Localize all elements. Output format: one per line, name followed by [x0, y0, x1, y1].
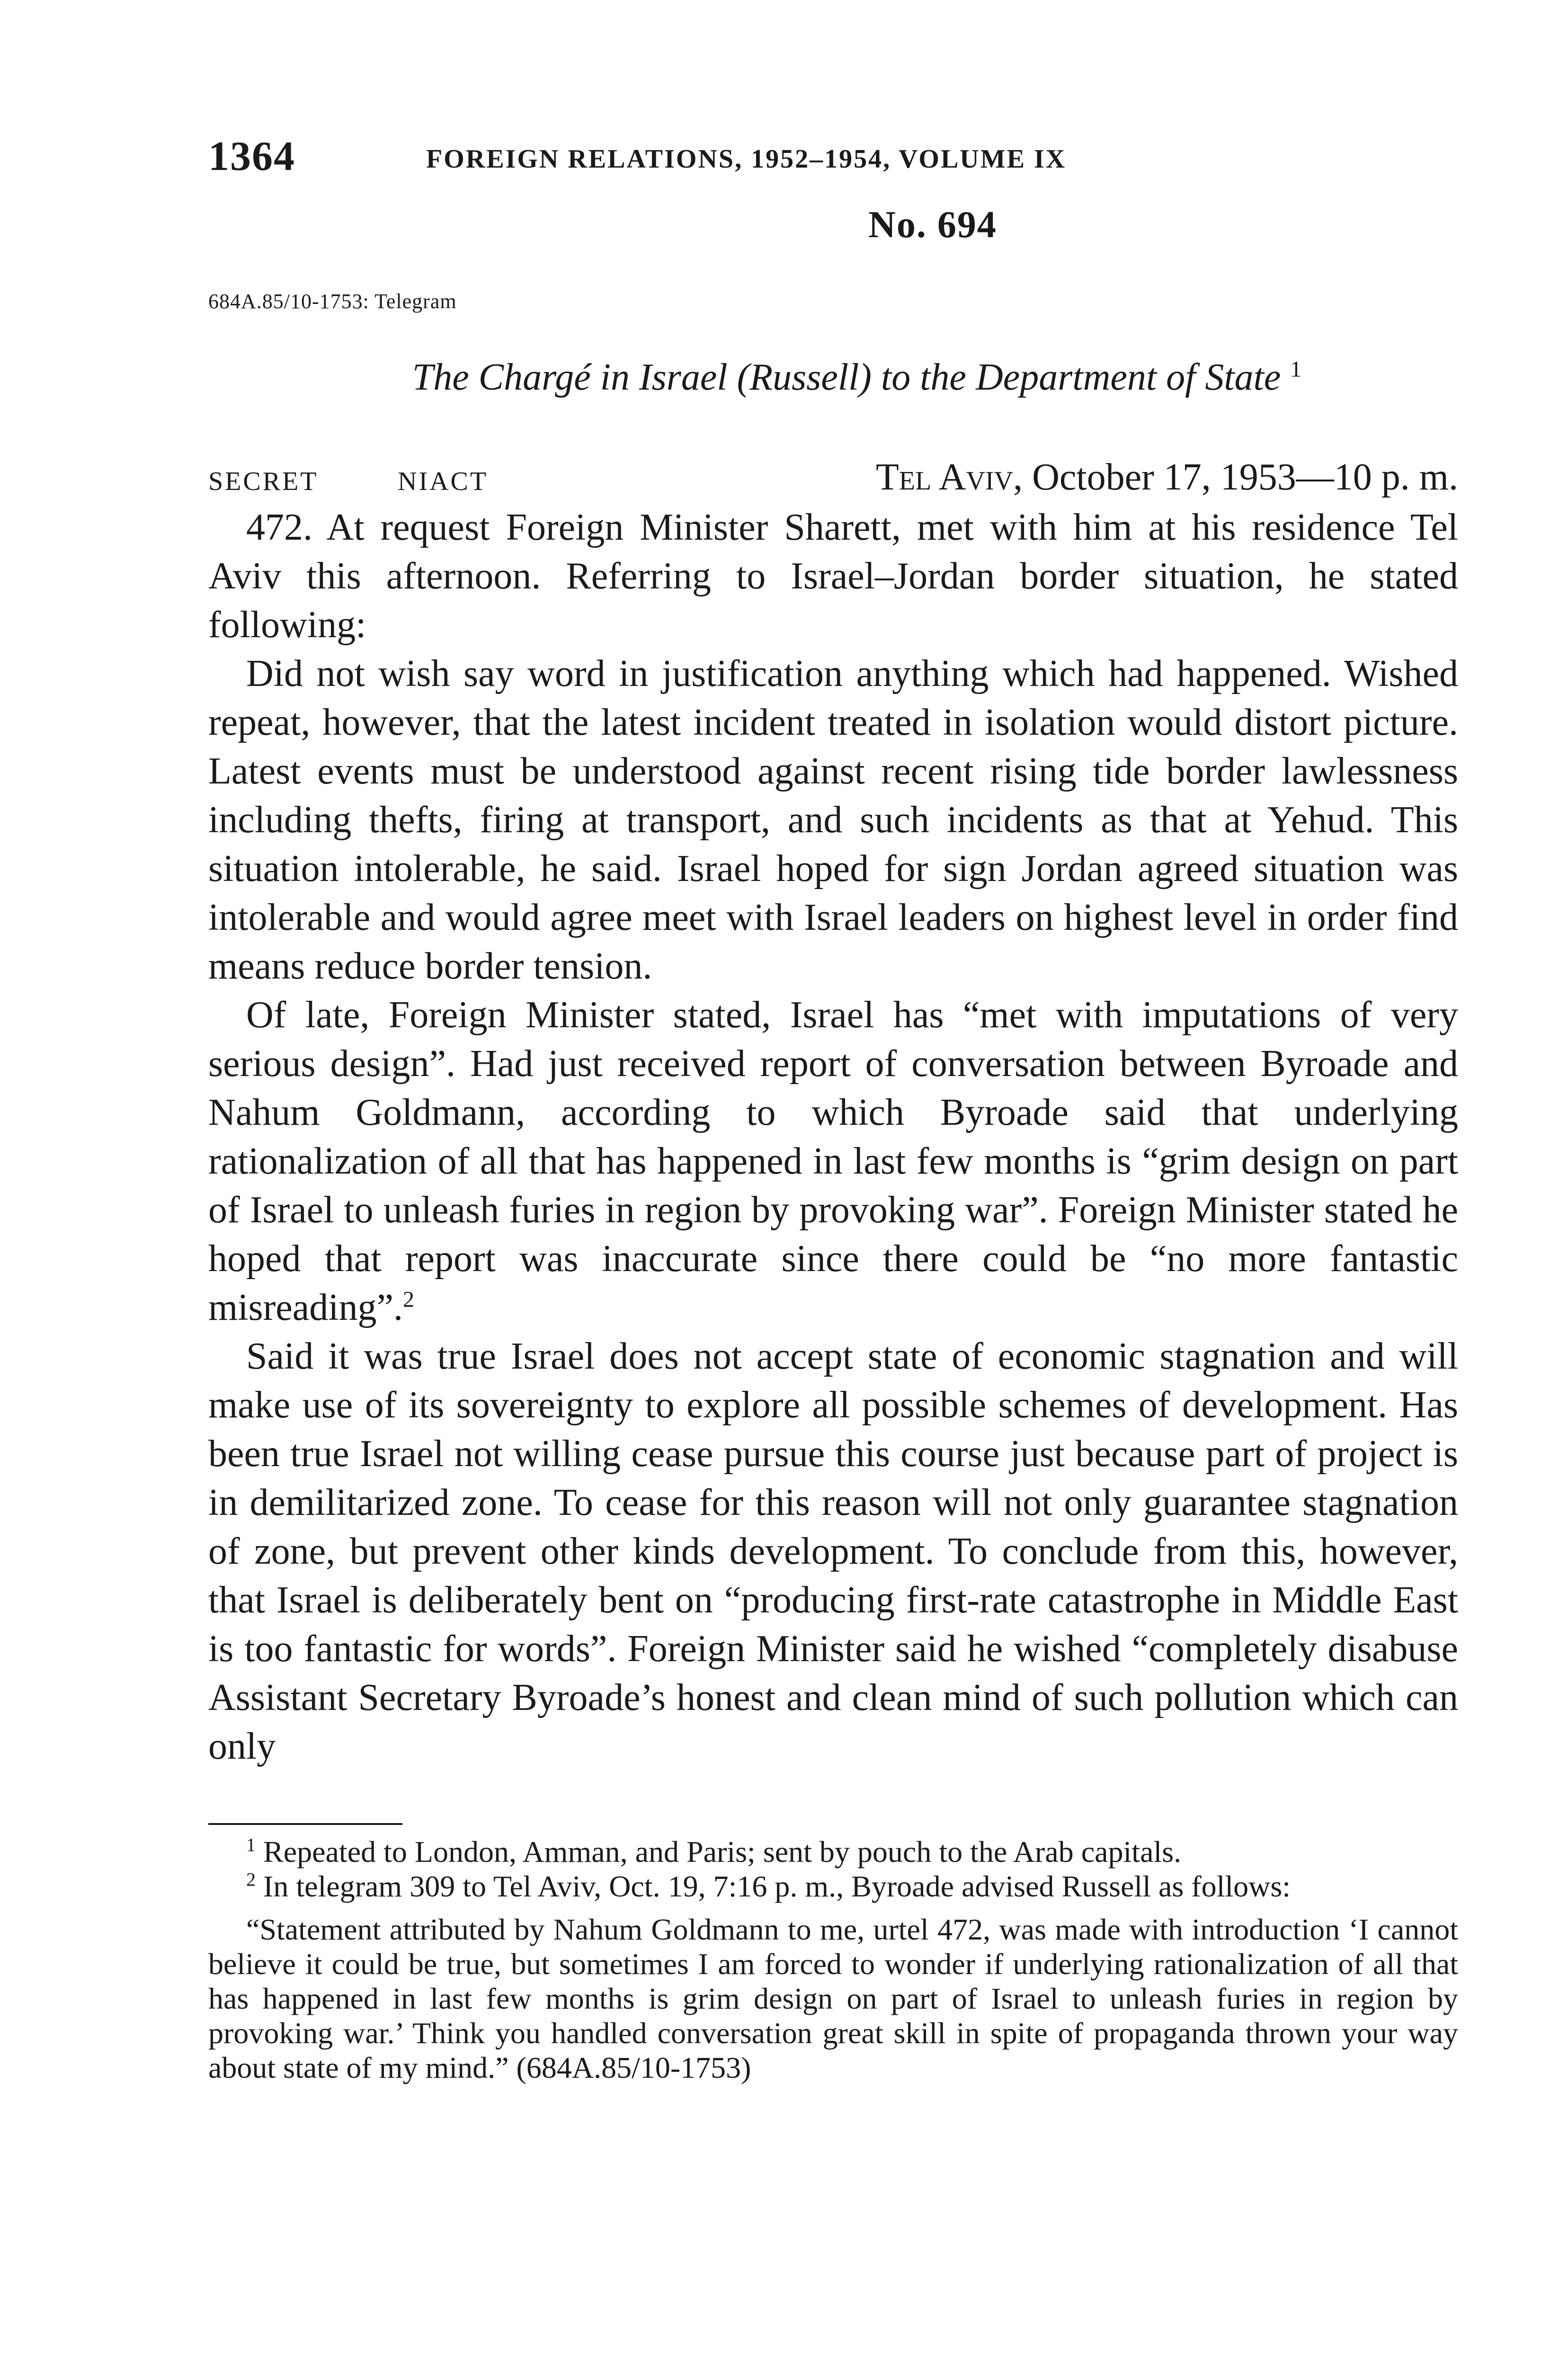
footnote-2-quote: “Statement attributed by Nahum Goldmann to me, urtel 472, was made with introduction ‘I cannot believe it could be true, but sometimes I am forced to wonder if underlying rationalization of all that has happened in last few months is grim design on part of Israel to unleash furies in region by provoking war.’ Think you handled conversation great skill in spite of propaganda thrown your way about state of my mind.” (684A.85/10-1753) — [208, 1913, 1458, 2084]
file-reference: 684A.85/10-1753: Telegram — [208, 290, 457, 313]
footnote-ref-2: 2 — [402, 1287, 414, 1312]
footnote-2 — [208, 1869, 1458, 1904]
body-text — [208, 503, 1458, 1771]
classification: SECRET — [208, 467, 319, 496]
footnotes — [208, 1834, 1458, 2085]
page — [208, 133, 1458, 2085]
footnote-2-text: In telegram 309 to Tel Aviv, Oct. 19, 7:16 p. m., Byroade advised Russell as follows: — [263, 1869, 1291, 1903]
paragraph-1: 472. At request Foreign Minister Sharett, met with him at his residence Tel Aviv this afternoon. Referring to Israel–Jordan border situation, he stated following: — [208, 507, 1458, 646]
document-number: No. 694 — [868, 204, 997, 246]
footnote-ref-1: 1 — [1290, 356, 1302, 382]
dateline — [876, 456, 1458, 499]
footnote-1-mark: 1 — [246, 1834, 256, 1856]
footnote-rule — [208, 1823, 402, 1825]
footnote-1-text: Repeated to London, Amman, and Paris; sent by pouch to the Arab capitals. — [263, 1835, 1182, 1869]
paragraph-3 — [208, 991, 1458, 1332]
document-title — [208, 356, 1458, 399]
paragraph-2: Did not wish say word in justification anything which had happened. Wished repeat, however, that the latest incident treated in isolation would distort picture. Latest events must be understood against recent rising tide border lawlessness including thefts, firing at transport, and such incidents as that at Yehud. This situation intolerable, he said. Israel hoped for sign Jordan agreed situation was intolerable and would agree meet with Israel leaders on highest level in order find means reduce border tension. — [208, 653, 1458, 987]
dateline-date: , October 17, 1953—10 p. m. — [1013, 456, 1458, 498]
footnote-2-mark: 2 — [246, 1869, 256, 1890]
page-number: 1364 — [208, 133, 295, 179]
paragraph-3-text: Of late, Foreign Minister stated, Israel has “met with imputations of very serious design”. Had just received report of conversation between Byroade and Nahum Goldmann, according to which Byroade said that underlying rationalization of all that has happened in last few months is “grim design on part of Israel to unleash furies in region by provoking war”. Foreign Minister stated he hoped that report was inaccurate since there could be “no more fantastic misreading”. — [208, 994, 1458, 1328]
footnote-1 — [208, 1834, 1458, 1869]
running-head — [208, 133, 1458, 189]
paragraph-4: Said it was true Israel does not accept state of economic stagnation and will make use of its sovereignty to explore all possible schemes of development. Has been true Israel not willing cease pursue this course just because part of project is in demilitarized zone. To cease for this reason will not only guarantee stagnation of zone, but prevent other kinds development. To conclude from this, however, that Israel is deliberately bent on “producing first-rate catastrophe in Middle East is too fantastic for words”. Foreign Minister said he wished “completely disabuse Assistant Secretary Byroade’s honest and clean mind of such pollution which can only — [208, 1335, 1458, 1767]
document-title-text: The Chargé in Israel (Russell) to the Department of State — [412, 356, 1281, 398]
dateline-place: Tel Aviv — [875, 456, 1014, 498]
running-title: FOREIGN RELATIONS, 1952–1954, VOLUME IX — [426, 144, 1067, 174]
telegram-heading — [208, 456, 1458, 503]
precedence: NIACT — [398, 467, 489, 496]
